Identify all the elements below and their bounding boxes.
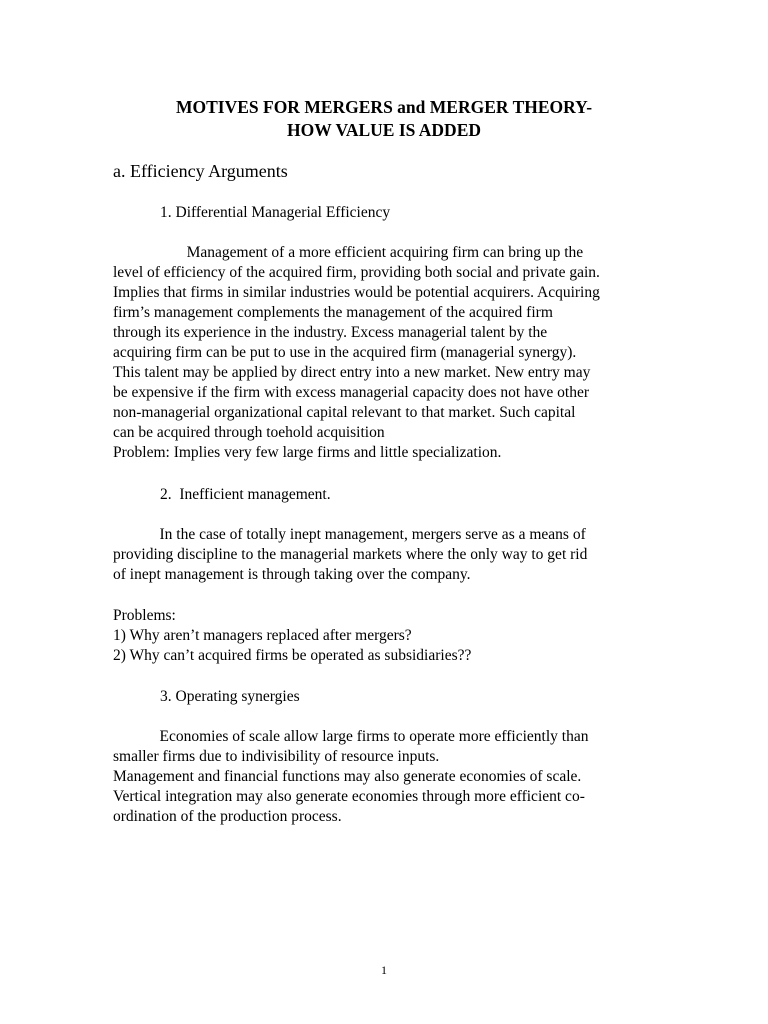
paragraph-line: This talent may be applied by direct entry into a new market. New entry may — [113, 364, 591, 381]
paragraph-line: Implies that firms in similar industries would be potential acquirers. Acquiring — [113, 284, 600, 301]
paragraph-line: level of efficiency of the acquired firm, providing both social and private gain. — [113, 264, 600, 281]
paragraph-line: smaller firms due to indivisibility of resource inputs. — [113, 748, 440, 765]
problem-item: 2) Why can’t acquired firms be operated as subsidiaries?? — [113, 647, 472, 664]
paragraph-line: Management of a more efficient acquiring firm can bring up the — [113, 244, 584, 261]
paragraph-line: ordination of the production process. — [113, 808, 342, 825]
paragraph-inefficient-management — [113, 525, 653, 585]
paragraph-line: of inept management is through taking over the company. — [113, 566, 471, 583]
paragraph-line: through its experience in the industry. Excess managerial talent by the — [113, 324, 548, 341]
paragraph-line: firm’s management complements the management of the acquired firm — [113, 304, 553, 321]
paragraph-line: can be acquired through toehold acquisition — [113, 424, 385, 441]
document-title-line-1: MOTIVES FOR MERGERS and MERGER THEORY- — [175, 97, 593, 117]
problems-list — [113, 606, 653, 666]
paragraph-operating-synergies — [113, 727, 653, 827]
subsection-heading-differential-managerial-efficiency: 1. Differential Managerial Efficiency — [160, 204, 391, 221]
page-number: 1 — [381, 963, 387, 977]
paragraph-line: providing discipline to the managerial markets where the only way to get rid — [113, 546, 588, 563]
paragraph-line: In the case of totally inept management, mergers serve as a means of — [113, 526, 586, 543]
problems-label: Problems: — [113, 607, 176, 624]
paragraph-line: non-managerial organizational capital relevant to that market. Such capital — [113, 404, 576, 421]
paragraph-line: Problem: Implies very few large firms and little specialization. — [113, 444, 502, 461]
problem-item: 1) Why aren’t managers replaced after mergers? — [113, 627, 412, 644]
document-title-line-2: HOW VALUE IS ADDED — [286, 120, 482, 140]
subsection-heading-operating-synergies: 3. Operating synergies — [160, 688, 300, 705]
paragraph-line: Vertical integration may also generate economies through more efficient co- — [113, 788, 585, 805]
paragraph-line: acquiring firm can be put to use in the acquired firm (managerial synergy). — [113, 344, 577, 361]
paragraph-line: be expensive if the firm with excess managerial capacity does not have other — [113, 384, 590, 401]
paragraph-line: Management and financial functions may also generate economies of scale. — [113, 768, 582, 785]
section-heading-efficiency-arguments: a. Efficiency Arguments — [113, 161, 288, 181]
paragraph-differential-managerial-efficiency — [113, 243, 653, 463]
paragraph-line: Economies of scale allow large firms to operate more efficiently than — [113, 728, 589, 745]
subsection-heading-inefficient-management: 2. Inefficient management. — [160, 486, 331, 503]
